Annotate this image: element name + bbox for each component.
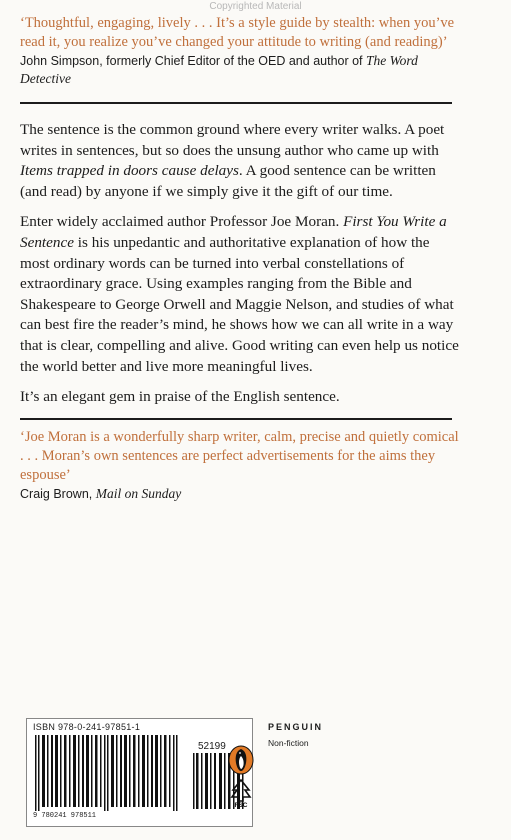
barcode-icon — [35, 735, 185, 811]
bottom-review-author: Craig Brown, — [20, 486, 96, 501]
fsc-logo-icon — [228, 778, 254, 808]
blurb-paragraph-1: The sentence is the common ground where every writer walks. A poet writes in sentences, but so does the unsung author who came up with Items trapped in doors cause delays. A good sentence can be written (and read) by anyone if we simply give it the gift of our time. — [20, 121, 445, 200]
penguin-logo-icon — [228, 745, 254, 775]
genre-label: Non-fiction — [268, 738, 309, 748]
price-code: 52199 — [198, 741, 226, 752]
blurb — [20, 120, 460, 408]
top-review-attribution — [20, 52, 460, 88]
top-review-book: The Word Detective — [20, 53, 418, 86]
back-cover — [20, 14, 460, 503]
blurb-paragraph-2: Enter widely acclaimed author Professor Joe Moran. First You Write a Sentence is his unpedantic and authoritative explanation of how the most ordinary words can be turned into verbal constellations of extraordinary grace. Using examples ranging from the Bible and Shakespeare to George Orwell and Maggie Nelson, and studies of what can best fire the reader’s mind, he shows how we can all write in a way that is clear, compelling and alive. Good writing can even help us notice the world better and live more meaningful lives. — [20, 213, 459, 375]
top-review-author: John Simpson, formerly Chief Editor of the OED and author of — [20, 54, 363, 68]
top-review-quote: ‘Thoughtful, engaging, lively . . . It’s a style guide by stealth: when you’ve read it, you realize you’ve changed your attitude to writing (and reading)’ — [20, 15, 455, 50]
divider-top — [20, 102, 452, 104]
barcode-box — [26, 718, 253, 827]
bottom-review-quote: ‘Joe Moran is a wonderfully sharp writer, calm, precise and quietly comical . . . Moran’s own sentences are perfect advertisements for the aims they espouse’ — [20, 428, 459, 483]
publisher-name: PENGUIN — [268, 722, 324, 732]
blurb-paragraph-3: It’s an elegant gem in praise of the English sentence. — [20, 388, 340, 406]
divider-bottom — [20, 418, 452, 420]
watermark: Copyrighted Material — [209, 1, 302, 12]
svg-text:FSC: FSC — [234, 802, 248, 808]
barcode-digits: 9 780241 978511 — [33, 812, 97, 820]
isbn-text: ISBN 978-0-241-97851-1 — [33, 722, 141, 732]
bottom-review-attribution — [20, 485, 460, 503]
bottom-review-source: Mail on Sunday — [95, 485, 182, 501]
